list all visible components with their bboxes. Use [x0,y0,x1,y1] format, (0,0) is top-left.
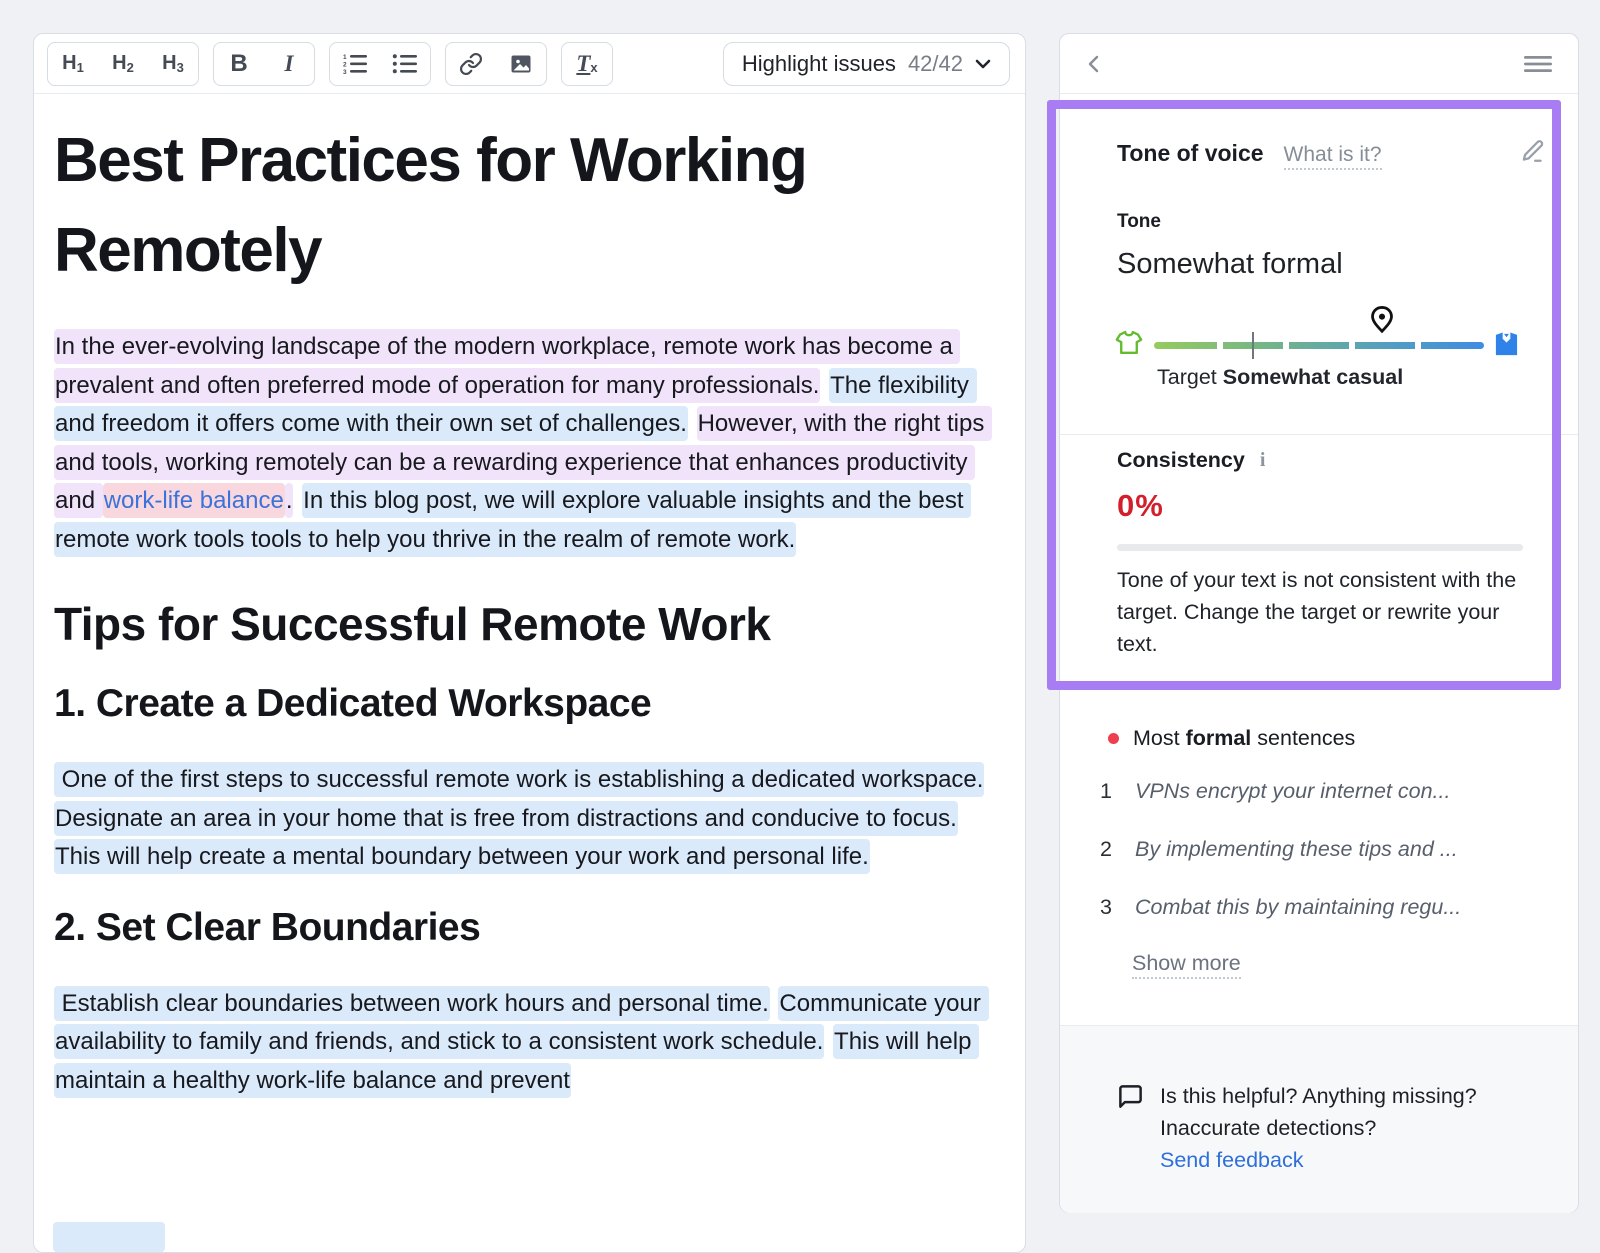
plain-text [688,406,697,441]
editor-toolbar [34,34,1025,94]
document-heading: 2. Set Clear Boundaries [54,905,481,949]
consistency-progress-track [1117,544,1523,551]
highlight-issues-dropdown[interactable] [723,42,1010,86]
send-feedback-link[interactable]: Send feedback [1160,1148,1304,1172]
highlighted-sentence: The flexibility and freedom it offers come with their own set of challenges. [54,368,977,442]
image-icon [509,52,533,76]
document-heading: 1. Create a Dedicated Workspace [54,682,652,725]
document-paragraph [54,328,1005,559]
plain-text [293,483,302,518]
h1-label: H [62,52,77,74]
feedback-line2: Inaccurate detections? [1160,1116,1377,1140]
document-paragraph [54,985,1005,1101]
format-button-group [213,42,315,86]
plain-text [958,801,967,836]
highlighted-sentence: . [285,483,294,518]
consistency-heading-row [1117,448,1265,473]
tone-target-line [1157,365,1403,390]
h3-button[interactable]: H $_3$ [162,52,184,75]
formal-sentence-item[interactable] [1100,837,1458,862]
cutoff-highlighted-line [53,1222,165,1252]
h2-label: H [112,52,127,74]
sentence-preview: By implementing these tips and ... [1135,837,1458,861]
svg-text:1: 1 [343,53,347,61]
sentence-preview: VPNs encrypt your internet con... [1135,779,1451,803]
red-dot-icon [1108,733,1119,744]
highlighted-sentence: This will help create a mental boundary between your work and personal life. [54,839,870,874]
image-button[interactable] [496,43,546,85]
insert-button-group [445,42,547,86]
link-icon [459,52,483,76]
chevron-down-icon [975,59,991,69]
sentence-preview: Combat this by maintaining regu... [1135,895,1462,919]
link-button[interactable] [446,43,496,85]
tone-target-tick [1252,332,1254,359]
highlighted-sentence: However, with the right tips and tools, working remotely can be a rewarding experience that enhances productivity and [54,406,992,518]
tone-of-voice-title: Tone of voice [1117,140,1264,166]
ordered-list-icon [342,53,368,75]
ordered-list-button[interactable] [330,43,380,85]
info-icon[interactable]: i [1259,449,1266,471]
tone-of-voice-title-row [1117,140,1382,170]
h1-button[interactable]: H $_1$ [62,52,84,75]
highlighted-sentence: Designate an area in your home that is free from distractions and conducive to focus. [54,801,958,836]
most-formal-sentences-heading[interactable] [1108,726,1355,751]
sentence-number: 2 [1100,837,1112,861]
tone-of-voice-panel [1059,33,1579,1213]
editor-card [33,33,1026,1253]
highlighted-sentence: This will help maintain a healthy work-life balance and prevent [54,1024,979,1098]
casual-tshirt-icon [1114,329,1144,356]
bullet-list-button[interactable] [380,43,430,85]
sentence-number: 1 [1100,779,1112,803]
highlighted-sentence: Communicate your availability to family and friends, and stick to a consistent work schedule. [54,986,989,1060]
panel-header [1060,34,1578,94]
target-value: Somewhat casual [1222,365,1404,389]
show-more-link[interactable]: Show more [1132,951,1241,979]
svg-text:3: 3 [343,68,347,75]
plain-text [820,368,829,403]
tone-slider-track[interactable] [1154,342,1484,349]
highlighted-sentence: In this blog post, we will explore valuable insights and the best remote work tools tools to help you thrive in the realm of remote work. [54,483,971,557]
document-heading: Best Practices for Working Remotely [54,126,807,285]
highlight-issues-count: 42/42 [907,50,963,76]
clear-format-group [561,42,613,86]
tone-position-pin-icon[interactable] [1367,305,1397,339]
list-button-group [329,42,431,86]
feedback-text [1160,1080,1477,1213]
svg-text:2: 2 [343,61,347,68]
italic-label: I [284,50,294,76]
target-label: Target [1157,365,1217,389]
formal-shirt-icon [1493,331,1520,357]
consistency-value: 0% [1117,488,1164,523]
sentence-number: 3 [1100,895,1112,919]
highlighted-sentence: One of the first steps to successful remote work is establishing a dedicated workspace. [54,762,984,797]
heading-button-group [47,42,199,86]
feedback-section [1060,1025,1578,1213]
formal-heading-text: Most formal sentences [1133,726,1356,750]
clear-label: T [576,50,591,76]
plain-text [984,762,993,797]
bold-label: B [230,49,248,77]
highlight-issues-label: Highlight issues [741,50,896,76]
tone-value: Somewhat formal [1117,248,1343,280]
bullet-list-icon [392,53,418,75]
h2-button[interactable]: H $_2$ [112,52,134,75]
plain-text [824,1024,833,1059]
consistency-description: Tone of your text is not consistent with the target. Change the target or rewrite your text. [1117,568,1517,656]
tone-label: Tone [1117,211,1161,232]
h3-label: H [162,52,177,74]
edit-pencil-icon[interactable] [1520,138,1546,164]
speech-bubble-icon [1117,1083,1144,1110]
hamburger-menu-icon[interactable] [1524,55,1552,73]
what-is-it-link[interactable]: What is it? [1284,143,1382,170]
consistency-label: Consistency [1117,448,1245,472]
formal-sentence-item[interactable] [1100,779,1450,804]
back-chevron-icon[interactable] [1086,54,1100,74]
clear-formatting-button[interactable]: T x [576,50,598,76]
document-paragraph [54,761,1005,877]
document-editing-area[interactable] [34,94,1025,1100]
document-heading: Tips for Successful Remote Work [54,598,771,650]
section-divider [1060,434,1578,435]
italic-button[interactable] [264,43,314,85]
highlighted-sentence: work-life balance [103,483,285,518]
highlighted-sentence: Establish clear boundaries between work hours and personal time. [54,986,770,1021]
highlighted-sentence: In the ever-evolving landscape of the modern workplace, remote work has become a prevalent and often preferred mode of operation for many professionals. [54,329,960,403]
formal-sentence-item[interactable] [1100,895,1461,920]
bold-button[interactable] [214,43,264,85]
feedback-line1: Is this helpful? Anything missing? [1160,1084,1477,1108]
